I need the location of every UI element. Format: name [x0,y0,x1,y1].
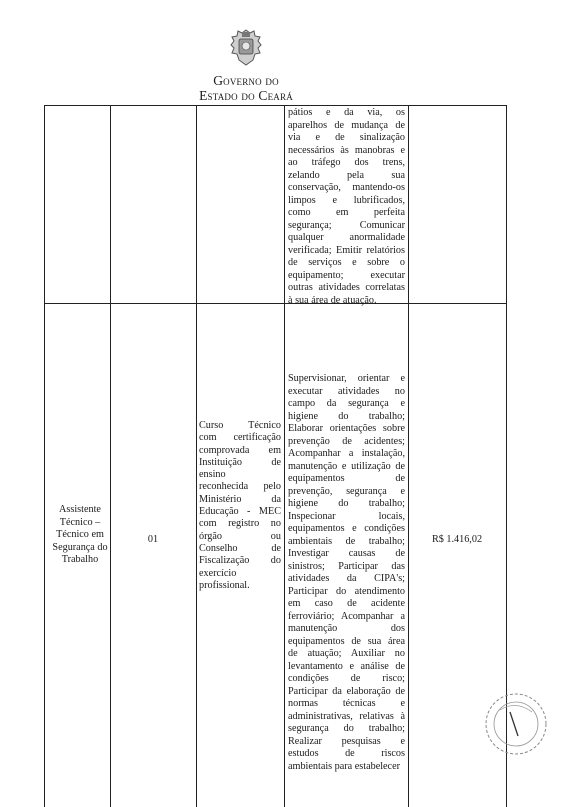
description-line: limpos e lubrificados, [288,194,405,206]
description-line: via e de sinalização [288,132,405,143]
requirements-cell [199,420,281,592]
description-line: Inspecionar locais, [288,510,405,522]
description-line: de serviços e sobre o [288,257,405,268]
description-line: de atuação; Auxiliar no [288,648,405,659]
requirements-line: Curso Técnico [199,420,281,431]
row-divider [44,303,507,304]
description-line: ao tráfego dos trens, [288,157,405,168]
table-divider [408,105,409,807]
requirements-line: exercício [199,567,237,579]
description-line: Investigar causas de [288,548,405,559]
description-line: ambientais para estabelecer [288,760,400,772]
requirements-line: órgão ou [199,530,281,542]
description-line: em caso de acidente [288,598,405,609]
description-line: aparelhos de mudança de [288,119,405,131]
description-line: estudos de riscos [288,748,405,759]
description-line: Participar do atendimento [288,585,405,597]
role-cell [45,504,115,567]
description-line: atividades da CIPA's; [288,573,405,584]
description-line: segurança do trabalho; [288,723,405,734]
description-line: Elaborar orientações sobre [288,423,405,434]
description-line: normas técnicas e [288,698,405,709]
requirements-line: Fiscalização do [199,555,281,567]
table-border-top [44,105,507,106]
role-line: Técnico – [59,516,101,528]
quantity-cell: 01 [147,534,159,545]
description-line: ambientais de trabalho; [288,535,405,547]
description-line: verificada; Emitir relatórios [288,244,405,256]
salary-cell: R$ 1.416,02 [431,534,483,545]
description-line: administrativas, relativas à [288,710,405,722]
description-line: segurança; Comunicar [288,219,405,231]
description-line: prevenção, segurança e [288,485,405,497]
description-line: sinistros; Participar das [288,560,405,572]
government-line-2: Estado do Ceará [199,88,293,103]
requirements-line: com certificação [199,432,281,444]
description-line: equipamentos de [288,473,405,484]
description-line: zelando pela sua [288,169,405,181]
table-divider [196,105,197,807]
role-line: Segurança do [52,541,108,553]
table-border-left [44,105,45,807]
description-line: Realizar pesquisas e [288,735,405,747]
description-line: prevenção de acidentes; [288,435,405,447]
requirements-line: Instituição de [199,456,281,468]
role-line: Assistente [59,504,101,515]
stamp-icon [482,690,550,758]
role-line: Técnico em [56,529,104,540]
description-line: manutenção e utilização de [288,460,405,472]
description-line: levantamento e análise de [288,660,405,672]
description-line: à sua área de atuação. [288,294,377,306]
table-divider [110,105,111,807]
requirements-line: comprovada em [199,444,281,456]
table-divider [284,105,285,807]
description-line: qualquer anormalidade [288,232,405,243]
description-line: conservação, mantendo-os [288,182,405,193]
description-line: Participar da elaboração de [288,685,405,697]
description-line: necessários às manobras e [288,144,405,156]
requirements-line: Educação - MEC [199,506,281,518]
description-line: equipamentos e condições [288,523,405,534]
requirements-line: Ministério da [199,493,281,505]
government-line-1: Governo do [213,73,279,88]
description-line: Acompanhar a instalação, [288,448,405,459]
continuation-description [288,107,405,307]
description-line: outras atividades correlatas [288,282,405,293]
requirements-line: Conselho de [199,542,281,554]
description-line: executar atividades no [288,385,405,397]
description-line: manutenção dos [288,623,405,634]
requirements-line: com registro no [199,518,281,530]
description-line: pátios e da via, os [288,107,405,118]
description-cell [288,373,405,773]
requirements-line: ensino [199,469,226,481]
description-line: higiene do trabalho; [288,498,405,509]
requirements-line: reconhecida pelo [199,481,281,493]
description-line: equipamentos de sua área [288,635,405,647]
description-line: como em perfeita [288,207,405,218]
description-line: equipamento; executar [288,269,405,281]
description-line: ferroviário; Acompanhar a [288,610,405,622]
requirements-line: profissional. [199,579,250,591]
description-line: campo da segurança e [288,398,405,409]
description-line: higiene do trabalho; [288,410,405,422]
role-line: Trabalho [61,554,99,565]
description-line: Supervisionar, orientar e [288,373,405,384]
description-line: condições de risco; [288,673,405,684]
